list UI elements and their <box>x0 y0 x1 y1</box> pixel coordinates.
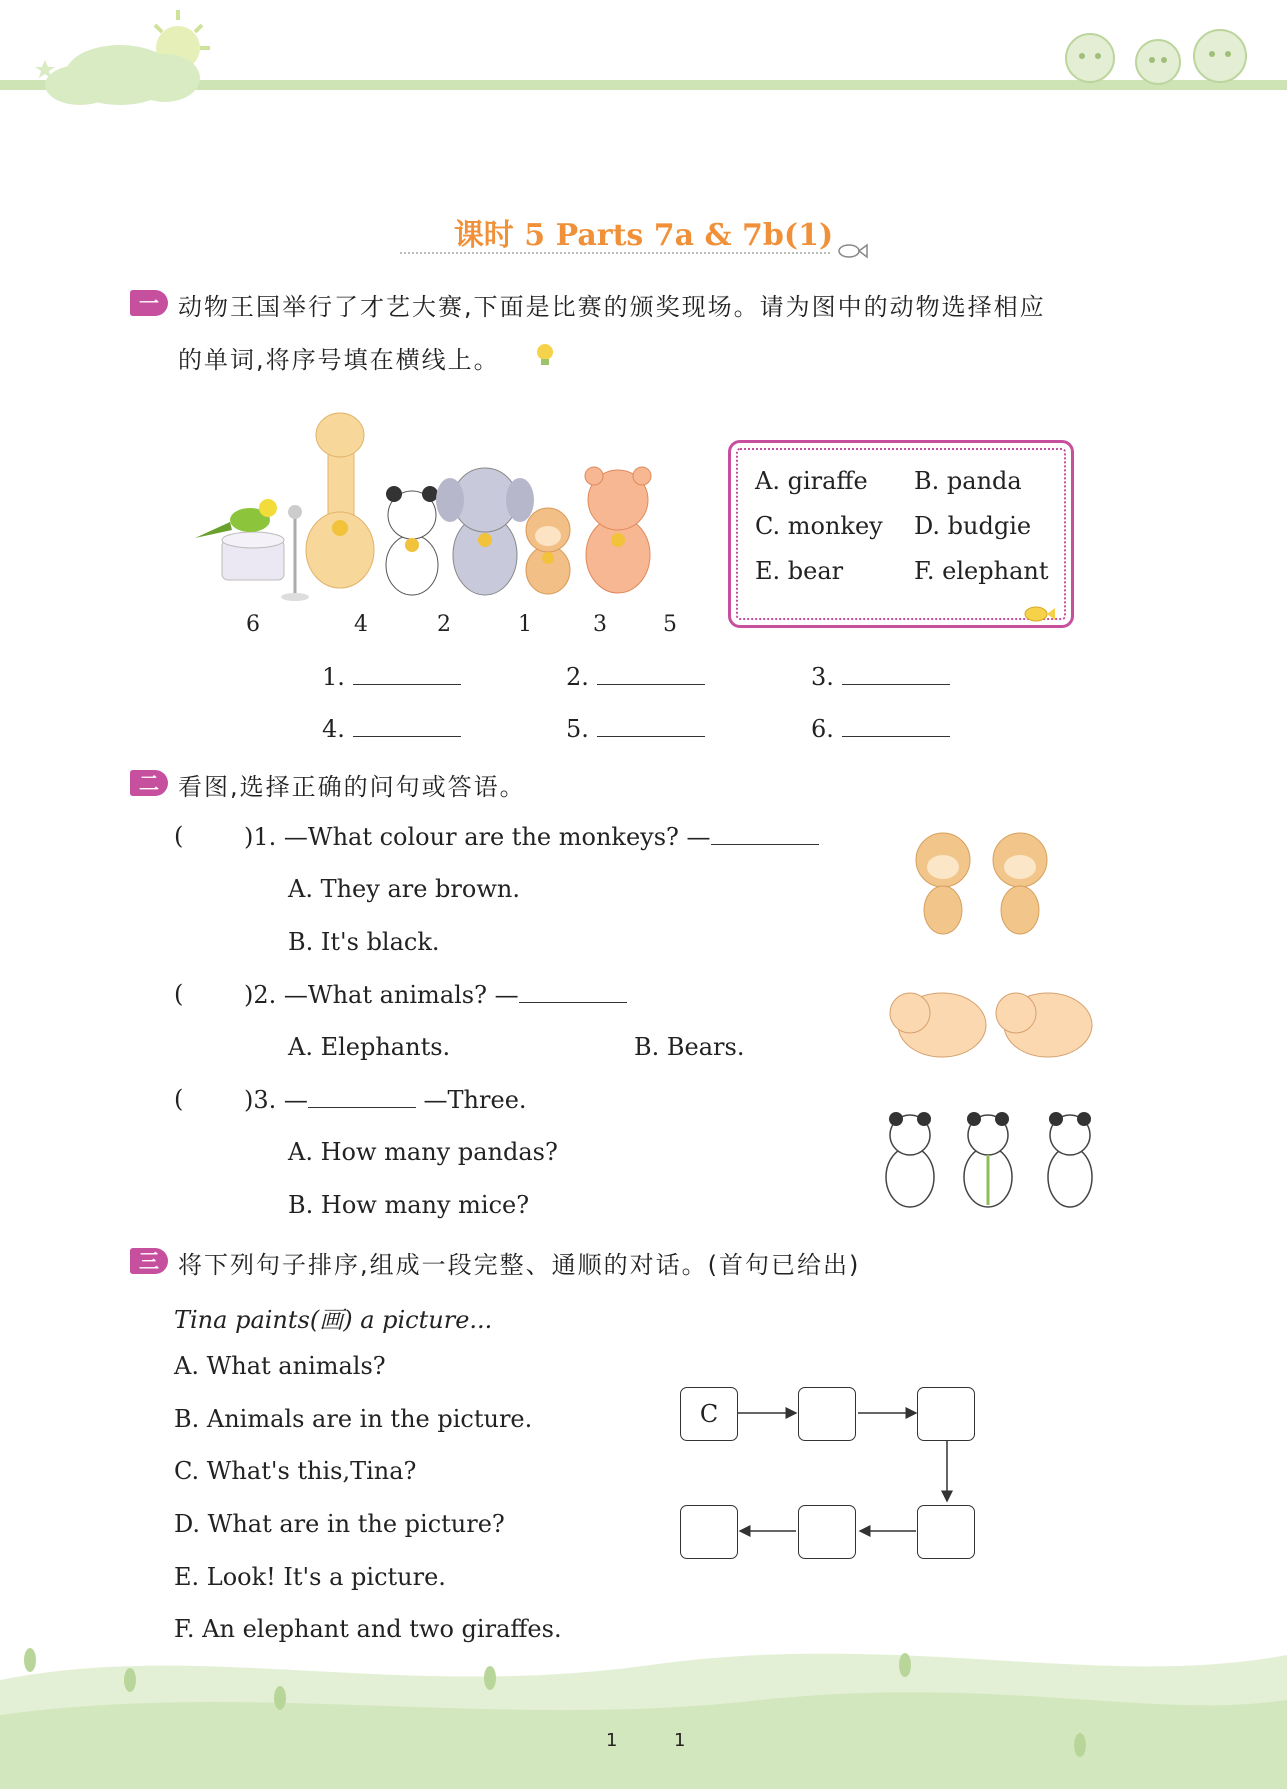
order-box-2[interactable] <box>798 1387 856 1441</box>
answer-row <box>322 714 461 743</box>
option-f: F. elephant <box>914 557 1049 585</box>
rank-label: 1 <box>518 612 532 637</box>
q3-option-a: A. How many pandas? <box>288 1138 558 1166</box>
option-b: B. panda <box>914 467 1022 495</box>
q1-open-paren: ( <box>174 822 184 850</box>
answer-row <box>811 662 950 691</box>
q3-number: )3. <box>244 1086 277 1114</box>
section3-instruction: 将下列句子排序,组成一段完整、通顺的对话。(首句已给出) <box>178 1251 861 1279</box>
section3-tag: 三 <box>130 1248 168 1274</box>
q1-text: —What colour are the monkeys? — <box>283 823 711 851</box>
rank-label: 5 <box>663 612 677 637</box>
sentence-e: E. Look! It's a picture. <box>174 1563 446 1591</box>
answer-row <box>566 714 705 743</box>
page-number-right: 1 <box>674 1730 686 1751</box>
q1-option-b: B. It's black. <box>288 928 440 956</box>
answer-blank[interactable] <box>597 662 705 685</box>
q2-open-paren: ( <box>174 980 184 1008</box>
two-monkeys-picture <box>895 825 1085 940</box>
answer-number: 5. <box>566 715 589 743</box>
answer-row <box>566 662 705 691</box>
q3-blank[interactable] <box>308 1085 416 1108</box>
rank-label: 2 <box>437 612 451 637</box>
answer-blank[interactable] <box>597 714 705 737</box>
q2-option-a: A. Elephants. <box>288 1033 451 1061</box>
title-underline <box>400 252 830 254</box>
order-box-4[interactable] <box>917 1505 975 1559</box>
page-title: 课时 5 Parts 7a & 7b(1) <box>453 218 834 253</box>
lightbulb-icon <box>534 342 556 368</box>
q2-number: )2. <box>244 981 277 1009</box>
section1-instruction-line1: 动物王国举行了才艺大赛,下面是比赛的颁奖现场。请为图中的动物选择相应 <box>178 293 1046 321</box>
cloud-sun-decoration <box>20 0 220 115</box>
fish-icon <box>835 240 871 262</box>
rank-label: 4 <box>354 612 368 637</box>
q2-blank[interactable] <box>519 980 627 1003</box>
answer-row <box>811 714 950 743</box>
rank-label: 3 <box>593 612 607 637</box>
sentence-d: D. What are in the picture? <box>174 1510 505 1538</box>
order-box-5[interactable] <box>798 1505 856 1559</box>
option-a: A. giraffe <box>755 467 868 495</box>
q3-pre: — <box>283 1086 308 1114</box>
section3-intro: Tina paints(画) a picture... <box>174 1306 493 1334</box>
section1-instruction-line2: 的单词,将序号填在横线上。 <box>178 346 500 374</box>
two-bears-picture <box>880 975 1100 1065</box>
answer-number: 4. <box>322 715 345 743</box>
animal-faces-decoration <box>1060 20 1260 90</box>
answer-blank[interactable] <box>842 662 950 685</box>
answer-row <box>322 662 461 691</box>
answer-blank[interactable] <box>353 714 461 737</box>
answer-number: 6. <box>811 715 834 743</box>
section2-instruction: 看图,选择正确的问句或答语。 <box>178 773 526 801</box>
option-e: E. bear <box>755 557 844 585</box>
q1-blank[interactable] <box>711 822 819 845</box>
q3-post: —Three. <box>423 1086 527 1114</box>
section1-tag: 一 <box>130 290 168 316</box>
three-pandas-picture <box>870 1105 1115 1215</box>
q2-line <box>244 980 627 1009</box>
sentence-a: A. What animals? <box>174 1352 386 1380</box>
answer-blank[interactable] <box>353 662 461 685</box>
option-c: C. monkey <box>755 512 883 540</box>
q2-option-b: B. Bears. <box>634 1033 745 1061</box>
order-box-3[interactable] <box>917 1387 975 1441</box>
animals-award-illustration <box>190 390 710 610</box>
q1-option-a: A. They are brown. <box>288 875 520 903</box>
answer-number: 3. <box>811 663 834 691</box>
sentence-f: F. An elephant and two giraffes. <box>174 1615 562 1643</box>
q3-option-b: B. How many mice? <box>288 1191 530 1219</box>
q3-open-paren: ( <box>174 1085 184 1113</box>
sentence-b: B. Animals are in the picture. <box>174 1405 533 1433</box>
answer-number: 2. <box>566 663 589 691</box>
q3-line <box>244 1085 527 1114</box>
section2-tag: 二 <box>130 770 168 796</box>
option-d: D. budgie <box>914 512 1032 540</box>
q2-text: —What animals? — <box>283 981 519 1009</box>
q1-line <box>244 822 819 851</box>
answer-blank[interactable] <box>842 714 950 737</box>
order-box-6[interactable] <box>680 1505 738 1559</box>
answer-number: 1. <box>322 663 345 691</box>
fish-icon <box>1018 596 1058 626</box>
footer-hills-decoration <box>0 1620 1287 1789</box>
sentence-c: C. What's this,Tina? <box>174 1457 417 1485</box>
rank-label: 6 <box>246 612 260 637</box>
page-number-left: 1 <box>606 1730 618 1751</box>
q1-number: )1. <box>244 823 277 851</box>
order-box-1: C <box>680 1387 738 1441</box>
